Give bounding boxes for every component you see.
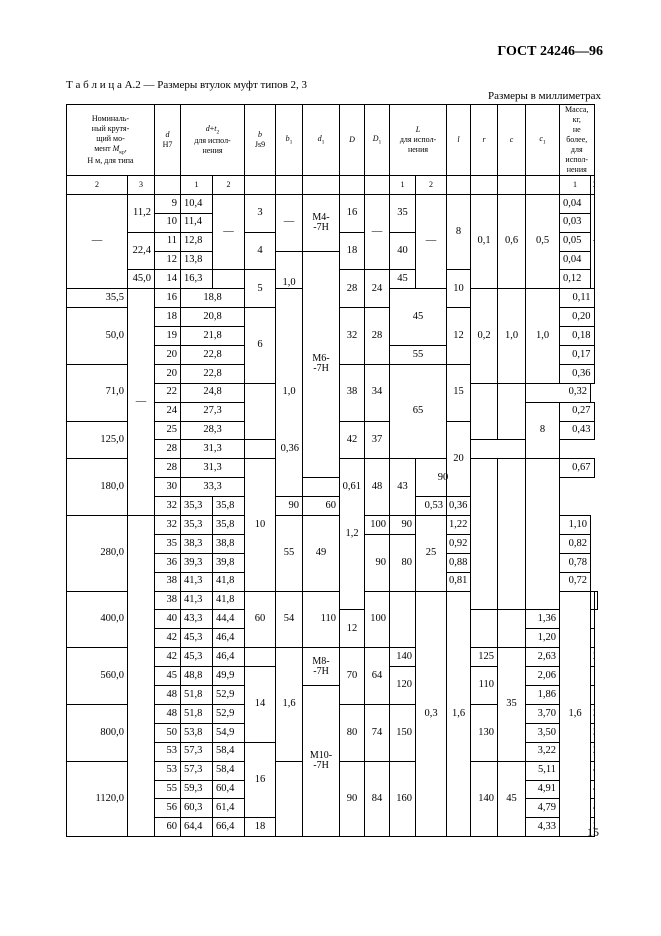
table-cell: 5,11 <box>526 761 560 780</box>
table-cell: 0,1 <box>471 194 498 288</box>
table-cell: 20 <box>155 364 181 383</box>
table-cell: 11 <box>155 232 181 251</box>
table-cell: 54 <box>276 591 303 648</box>
table-cell: 55 <box>155 780 181 799</box>
header-r: r <box>471 105 498 176</box>
table-cell: 25 <box>416 516 447 592</box>
table-cell: 12 <box>155 251 181 270</box>
table-cell: 38 <box>155 572 181 591</box>
table-cell: 53 <box>155 761 181 780</box>
table-cell: 1,86 <box>526 686 560 705</box>
table-cell: 0,32 <box>526 383 591 402</box>
table-cell: 0,53 <box>416 497 447 516</box>
table-cell: 45,3 <box>181 648 213 667</box>
table-cell <box>591 686 594 705</box>
table-cell: 0,17 <box>560 346 594 365</box>
table-cell: 0,05 <box>560 232 591 251</box>
table-cell: 49,9 <box>213 667 245 686</box>
table-cell: 0,78 <box>560 553 591 572</box>
table-cell: 13,8 <box>181 251 213 270</box>
table-cell: 1,22 <box>447 516 471 535</box>
table-cell: 0,43 <box>560 421 594 440</box>
table-cell: 66,4 <box>213 818 245 837</box>
table-cell: 54,9 <box>213 723 245 742</box>
table-cell: М8--7Н <box>303 648 340 686</box>
table-cell: 80 <box>340 704 365 761</box>
table-cell: 38,8 <box>213 534 245 553</box>
table-cell: 31,3 <box>181 440 245 459</box>
table-cell: 22 <box>155 383 181 402</box>
table-cell: 140 <box>390 648 416 667</box>
table-cell: 4 <box>245 232 276 270</box>
table-cell: — <box>276 194 303 251</box>
table-cell <box>591 799 594 818</box>
table-cell: 40 <box>155 610 181 629</box>
table-cell: 8 <box>526 402 560 459</box>
table-cell: 41,3 <box>181 572 213 591</box>
table-cell: 0,36 <box>560 364 594 383</box>
table-cell: 0,3 <box>416 591 447 837</box>
table-cell: 53,8 <box>181 723 213 742</box>
table-cell: 400,0 <box>67 591 128 648</box>
table-cell: 64 <box>365 648 390 705</box>
table-cell <box>591 194 594 288</box>
table-cell: 100 <box>365 516 390 535</box>
table-cell: 12,8 <box>181 232 213 251</box>
table-cell: 52,9 <box>213 704 245 723</box>
table-cell: 45,3 <box>181 629 213 648</box>
table-cell: 38,3 <box>181 534 213 553</box>
table-cell <box>591 629 594 648</box>
header-c1: $c_1$ <box>526 105 560 176</box>
table-cell: 71,0 <box>67 364 128 421</box>
table-cell: 41,8 <box>213 572 245 591</box>
table-cell: 1,10 <box>560 516 591 535</box>
table-cell <box>591 610 594 629</box>
table-cell: 280,0 <box>67 516 128 592</box>
table-cell: 44,4 <box>213 610 245 629</box>
table-cell: 1120,0 <box>67 761 128 837</box>
table-cell <box>276 761 303 837</box>
table-cell: М4--7Н <box>303 194 340 251</box>
table-cell: 21,8 <box>181 327 245 346</box>
table-cell <box>591 780 594 799</box>
table-cell: 59,3 <box>181 780 213 799</box>
table-cell: 12 <box>340 610 365 648</box>
table-cell: 4,79 <box>526 799 560 818</box>
table-cell: 100 <box>365 591 390 648</box>
table-cell: 0,03 <box>560 213 591 232</box>
table-cell: 22,8 <box>181 346 245 365</box>
table-cell: 35,3 <box>181 516 213 535</box>
subheader-mass2 <box>591 176 594 195</box>
table-cell: 0,88 <box>447 553 471 572</box>
table-cell: 160 <box>390 761 416 837</box>
table-cell: 31,3 <box>181 459 245 478</box>
table-cell: 32 <box>155 497 181 516</box>
table-cell: 45 <box>390 289 447 346</box>
table-cell: 1,0 <box>276 251 303 289</box>
subheader-mass1: 1 <box>560 176 591 195</box>
table-cell: 24 <box>365 270 390 308</box>
subheader-type3: 3 <box>128 176 155 195</box>
table-cell: 28 <box>155 459 181 478</box>
table-cell: 37 <box>365 421 390 459</box>
table-cell: 46,4 <box>213 648 245 667</box>
table-cell: 35,3 <box>181 497 213 516</box>
table-cell: 3 <box>245 194 276 232</box>
table-cell: 90 <box>340 761 365 837</box>
table-cell <box>498 459 526 610</box>
table-cell: 45 <box>155 667 181 686</box>
table-cell: 55 <box>390 346 447 365</box>
table-cell <box>245 383 276 440</box>
table-cell: 0,72 <box>560 572 591 591</box>
table-cell: 53 <box>155 742 181 761</box>
table-cell: 41,8 <box>213 591 245 610</box>
header-d1: $d_1$ <box>303 105 340 176</box>
table-cell: 0,61 <box>303 478 365 497</box>
header-mass: Масса, кг, не более, для испол- нения <box>560 105 594 176</box>
table-cell: 36 <box>155 553 181 572</box>
table-cell: 0,6 <box>498 194 526 288</box>
table-cell <box>213 270 245 289</box>
header-D: D <box>340 105 365 176</box>
table-cell: 0,92 <box>447 534 471 553</box>
table-cell <box>594 591 598 610</box>
table-cell: М6--7Н <box>303 251 340 478</box>
table-cell: 180,0 <box>67 459 128 516</box>
header-b: b Js9 <box>245 105 276 176</box>
table-cell: 28 <box>365 308 390 365</box>
subheader-exec1: 1 <box>181 176 213 195</box>
table-cell: 45 <box>390 270 416 289</box>
table-cell: 35,8 <box>213 497 245 516</box>
table-cell: 18 <box>245 818 276 837</box>
table-cell: 1,36 <box>526 610 560 629</box>
table-cell: 70 <box>340 648 365 705</box>
table-cell: 10 <box>245 459 276 591</box>
table-cell <box>471 383 498 440</box>
table-cell <box>498 610 526 648</box>
table-cell: 90 <box>416 459 471 497</box>
table-cell: 58,4 <box>213 742 245 761</box>
table-cell <box>390 591 416 648</box>
table-cell: 1,0 <box>498 289 526 383</box>
table-cell: 57,3 <box>181 742 213 761</box>
table-cell: 0,11 <box>560 289 594 308</box>
table-cell <box>591 648 594 667</box>
table-cell: 12 <box>447 308 471 365</box>
table-cell: 0,5 <box>526 194 560 288</box>
table-cell: — <box>67 194 128 288</box>
table-cell: 35,5 <box>67 289 128 308</box>
subheader-L1: 1 <box>390 176 416 195</box>
table-cell: 0,82 <box>560 534 591 553</box>
table-cell: 51,8 <box>181 686 213 705</box>
header-c: c <box>498 105 526 176</box>
table-cell: 3,70 <box>526 704 560 723</box>
table-cell <box>591 761 594 780</box>
table-cell: 14 <box>245 667 276 743</box>
table-caption: Т а б л и ц а А.2 — Размеры втулок муфт типов 2, 3 <box>66 79 308 91</box>
table-cell: — <box>213 194 245 270</box>
table-cell: 60 <box>303 497 340 516</box>
table-cell: 33,3 <box>181 478 245 497</box>
table-cell: 0,18 <box>560 327 594 346</box>
table-cell: 45 <box>498 761 526 837</box>
header-l: l <box>447 105 471 176</box>
table-cell: — <box>128 289 155 516</box>
header-D1: $D_1$ <box>365 105 390 176</box>
table-cell: 28 <box>155 440 181 459</box>
table-cell: 19 <box>155 327 181 346</box>
table-cell: 0,67 <box>560 459 594 478</box>
header-L: L для испол- нения <box>390 105 447 176</box>
table-cell: 20 <box>155 346 181 365</box>
table-cell: 16 <box>340 194 365 232</box>
table-cell <box>498 383 526 440</box>
table-cell: 51,8 <box>181 704 213 723</box>
table-cell: 1,6 <box>560 591 591 837</box>
subheader-L2: 2 <box>416 176 447 195</box>
subheader-type2: 2 <box>67 176 128 195</box>
table-cell <box>591 704 594 723</box>
table-cell: 110 <box>303 591 340 648</box>
table-cell: 0,36 <box>245 440 303 459</box>
table-cell: 25 <box>155 421 181 440</box>
table-cell: 30 <box>155 478 181 497</box>
table-cell: 50,0 <box>67 308 128 365</box>
table-cell: 1,20 <box>526 629 560 648</box>
table-cell: 800,0 <box>67 704 128 761</box>
document-id: ГОСТ 24246—96 <box>497 44 603 59</box>
table-cell: — <box>365 194 390 270</box>
table-cell: 48 <box>155 686 181 705</box>
table-cell: 1,0 <box>526 289 560 383</box>
table-cell: 16 <box>155 289 181 308</box>
header-dt2: $d+t_2$ для испол- нения <box>181 105 245 176</box>
table-cell: 125 <box>471 648 498 667</box>
table-cell: 39,8 <box>213 553 245 572</box>
table-cell <box>471 459 498 610</box>
table-cell: 14 <box>155 270 181 289</box>
table-cell: 4,91 <box>526 780 560 799</box>
table-cell: 16,3 <box>181 270 213 289</box>
table-cell: 57,3 <box>181 761 213 780</box>
table-cell: 50 <box>155 723 181 742</box>
table-cell: 34 <box>365 364 390 421</box>
table-cell: 60,3 <box>181 799 213 818</box>
table-cell: 28,3 <box>181 421 245 440</box>
table-cell: 11,4 <box>181 213 213 232</box>
table-cell: 42 <box>340 421 365 459</box>
table-cell: 90 <box>365 534 390 591</box>
table-cell: 46,4 <box>213 629 245 648</box>
table-cell: 2,63 <box>526 648 560 667</box>
table-cell: 80 <box>390 534 416 591</box>
table-cell: 43,3 <box>181 610 213 629</box>
table-cell: 60,4 <box>213 780 245 799</box>
table-cell: 35,8 <box>213 516 245 535</box>
table-cell: 0,20 <box>560 308 594 327</box>
table-cell <box>591 667 594 686</box>
table-cell: 3,50 <box>526 723 560 742</box>
table-cell: 1,6 <box>276 648 303 761</box>
table-cell: М10--7Н <box>303 686 340 837</box>
table-cell: 9 <box>155 194 181 213</box>
table-cell: 2,06 <box>526 667 560 686</box>
table-cell: 35 <box>498 648 526 761</box>
units-note: Размеры в миллиметрах <box>488 90 601 102</box>
table-cell: 125,0 <box>67 421 128 459</box>
table-cell: 10 <box>447 270 471 308</box>
table-cell: 60 <box>155 818 181 837</box>
table-cell: 43 <box>390 459 416 516</box>
table-cell: 18 <box>155 308 181 327</box>
table-cell: 90 <box>390 516 416 535</box>
table-cell: 20 <box>447 421 471 497</box>
table-cell: 42 <box>155 629 181 648</box>
table-cell: 0,27 <box>560 402 594 421</box>
table-cell: 0,12 <box>560 270 591 289</box>
header-d: d H7 <box>155 105 181 176</box>
table-cell: 48 <box>365 459 390 516</box>
table-cell: 56 <box>155 799 181 818</box>
table-cell: 8 <box>447 194 471 270</box>
table-cell: 32 <box>155 516 181 535</box>
table-cell <box>526 459 560 610</box>
table-cell <box>591 742 594 761</box>
table-cell: 20,8 <box>181 308 245 327</box>
table-cell: 10,4 <box>181 194 213 213</box>
table-cell: 0,04 <box>560 194 591 213</box>
table-cell: — <box>416 194 447 288</box>
table-cell: 55 <box>276 516 303 592</box>
table-cell: 28 <box>340 270 365 308</box>
table-cell: 150 <box>390 704 416 761</box>
table-cell: 38 <box>155 591 181 610</box>
table-cell <box>591 723 594 742</box>
table-cell: 130 <box>471 704 498 761</box>
table-cell: 35 <box>390 194 416 232</box>
table-cell: 48,8 <box>181 667 213 686</box>
table-cell: 0,2 <box>471 289 498 383</box>
table-cell: 5 <box>245 270 276 308</box>
table-cell: 74 <box>365 704 390 761</box>
subheader-exec2: 2 <box>213 176 245 195</box>
table-cell: 32 <box>340 308 365 365</box>
table-cell: 64,4 <box>181 818 213 837</box>
table-cell: 4,33 <box>526 818 560 837</box>
table-cell: 27,3 <box>181 402 245 421</box>
table-cell: 1,6 <box>447 591 471 837</box>
table-cell <box>128 516 155 837</box>
table-cell: 84 <box>365 761 390 837</box>
table-cell <box>245 648 276 667</box>
table-cell: 3,22 <box>526 742 560 761</box>
table-cell: 38 <box>340 364 365 421</box>
table-cell: 120 <box>390 667 416 705</box>
table-cell: 52,9 <box>213 686 245 705</box>
table-cell: 42 <box>155 648 181 667</box>
table-cell: 24,8 <box>181 383 245 402</box>
page-number: 15 <box>587 825 599 839</box>
table-cell: 0,81 <box>447 572 471 591</box>
table-cell: 35 <box>155 534 181 553</box>
table-cell: 1,2 <box>340 459 365 610</box>
table-cell: 22,8 <box>181 364 245 383</box>
header-b1: $b_1$ <box>276 105 303 176</box>
table-cell: 16 <box>245 742 276 818</box>
table-cell: 40 <box>390 232 416 270</box>
table-cell: 39,3 <box>181 553 213 572</box>
table-cell: 65 <box>390 364 447 458</box>
table-cell: 0,36 <box>447 497 471 516</box>
table-cell: 6 <box>245 308 276 384</box>
table-cell: 90 <box>276 497 303 516</box>
table-cell: 58,4 <box>213 761 245 780</box>
table-cell: 61,4 <box>213 799 245 818</box>
table-cell: 48 <box>155 704 181 723</box>
table-cell: 49 <box>303 516 340 592</box>
header-torque: Номиналь- ный крутя- щий мо- мент $M_{кр}$, Н м, для типа <box>67 105 155 176</box>
table-cell: 10 <box>155 213 181 232</box>
table-cell: 24 <box>155 402 181 421</box>
table-cell: 560,0 <box>67 648 128 705</box>
bushing-dimensions-table <box>66 104 598 837</box>
table-cell: 11,2 <box>128 194 155 232</box>
table-cell: 0,04 <box>560 251 591 270</box>
table-cell: 18,8 <box>181 289 245 308</box>
table-cell: 18 <box>340 232 365 270</box>
table-cell: 1,0 <box>276 289 303 497</box>
table-cell <box>471 610 498 648</box>
table-cell: 140 <box>471 761 498 837</box>
table-cell: 41,3 <box>181 591 213 610</box>
table-cell: 15 <box>447 364 471 421</box>
table-cell: 60 <box>245 591 276 648</box>
table-cell: 110 <box>471 667 498 705</box>
table-cell: 45,0 <box>128 270 155 289</box>
table-cell: 22,4 <box>128 232 155 270</box>
